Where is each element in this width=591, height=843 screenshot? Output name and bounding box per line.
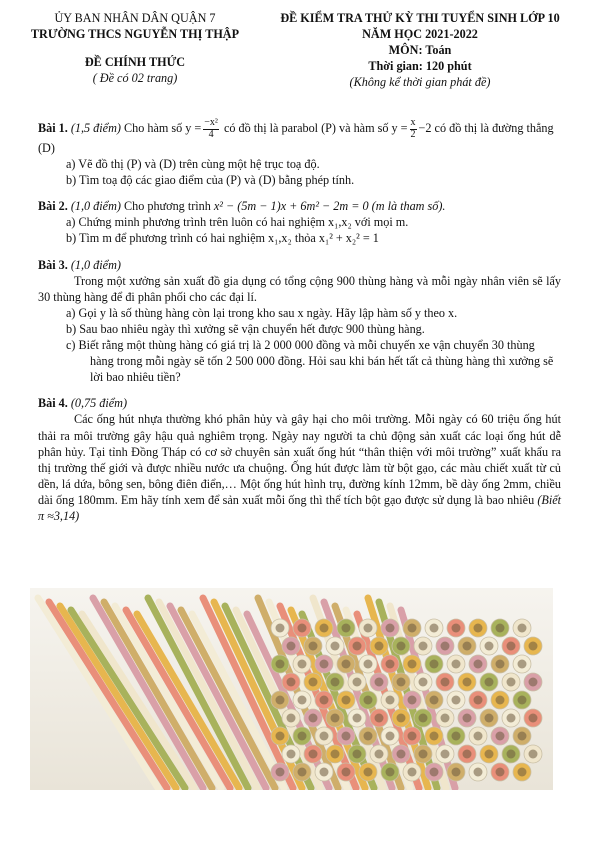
straw-hole [463, 642, 472, 651]
q1-points: (1,5 điểm) [70, 120, 121, 135]
q1-text-a: Cho hàm số [123, 120, 183, 135]
straw-hole [507, 642, 516, 651]
straw-hole [408, 732, 417, 741]
q4-text: Các ống hút nhựa thường khó phân hủy và gây hại cho môi trường. Mỗi ngày có 60 triệu ống hút thải ra môi trường gây hậu quả nghiêm trọng. Ngày nay người ta chủ động sản xuất các loại ống hút dễ phân hủy. Tại tỉnh Đồng Tháp có cơ sở chuyên sản xuất ống hút “thân thiện với môi trường” xuất khẩu ra thị trường thế giới và được nhiều nước ưa chuộng. Ống hút được làm từ bột gạo, các màu chiết xuất từ củ dền, lá dứa, bông sen, bông điên điển,… Một ống hút hình trụ, đường kính 12mm, bề dày ống 2mm, chiều dài ống 180mm. Em hãy tính xem để sản xuất mỗi ống thì thể tích bột gạo được sử dụng là bao nhiêu (Biết π ≈3,14) [38, 412, 562, 523]
q1-fraction-1: $\frac{\text{−x²}}{4}$ [204, 117, 218, 140]
straw-hole [375, 678, 384, 687]
straw-hole [474, 768, 483, 777]
straw-hole [474, 624, 483, 633]
straw-hole [463, 750, 472, 759]
exam-content [38, 118, 561, 524]
straws-illustration [30, 588, 553, 790]
straw-hole [298, 696, 307, 705]
straw-hole [309, 750, 318, 759]
straw-hole [419, 714, 428, 723]
straw-hole [529, 714, 538, 723]
straw-hole [430, 660, 439, 669]
straw-hole [386, 660, 395, 669]
straw-hole [474, 732, 483, 741]
q4-points: (0,75 điểm) [70, 396, 128, 411]
straw-hole [342, 696, 351, 705]
straw-hole [353, 678, 362, 687]
straw-hole [408, 696, 417, 705]
straw-hole [298, 732, 307, 741]
straw-hole [452, 768, 461, 777]
straw-hole [276, 624, 285, 633]
straw-hole [430, 624, 439, 633]
q1-part-a: a) Vẽ đồ thị (P) và (D) trên cùng một hệ trục toạ độ. [66, 157, 320, 172]
q2-points: (1,0 điểm) [70, 199, 121, 214]
straw-hole [518, 660, 527, 669]
straw-hole [331, 642, 340, 651]
straw-hole [364, 768, 373, 777]
straw-hole [496, 624, 505, 633]
straw-hole [298, 624, 307, 633]
straw-hole [507, 678, 516, 687]
straw-hole [342, 624, 351, 633]
q2-label: Bài 2. [38, 199, 68, 214]
straw-hole [485, 642, 494, 651]
straw-hole [276, 768, 285, 777]
straw-hole [441, 678, 450, 687]
q3-part-a: a) Gọi y là số thùng hàng còn lại trong kho sau x ngày. Hãy lập hàm số y theo x. [66, 305, 458, 320]
straw-hole [386, 732, 395, 741]
straw-hole [518, 768, 527, 777]
straw-hole [320, 624, 329, 633]
q4-label: Bài 4. [38, 396, 68, 411]
straw-hole [375, 642, 384, 651]
straw-hole [452, 732, 461, 741]
q1-label: Bài 1. [38, 120, 68, 135]
straw-hole [452, 660, 461, 669]
straw-hole [397, 714, 406, 723]
straw-hole [485, 678, 494, 687]
q4-hint: (Biết π ≈3,14) [38, 492, 562, 523]
q2-note: (m là tham số). [371, 199, 446, 214]
straw-hole [397, 750, 406, 759]
straw-hole [375, 750, 384, 759]
straw-hole [518, 696, 527, 705]
straw-hole [463, 714, 472, 723]
straw-hole [408, 660, 417, 669]
straw-hole [529, 750, 538, 759]
school-year: NĂM HỌC 2021-2022 [362, 27, 478, 42]
straw-hole [496, 732, 505, 741]
straw-hole [397, 678, 406, 687]
q2-part-b: b) Tìm m để phương trình có hai nghiệm x₁,x₂ thỏa x₁² + x₂² = 1 [66, 231, 379, 246]
straw-hole [452, 696, 461, 705]
straw-hole [375, 714, 384, 723]
straw-hole [496, 768, 505, 777]
straw-hole [441, 750, 450, 759]
straw-hole [496, 696, 505, 705]
straw-hole [419, 642, 428, 651]
straw-hole [276, 696, 285, 705]
q2-equation: x² − (5m − 1)x + 6m² − 2m = 0 [213, 199, 369, 214]
straw-hole [485, 750, 494, 759]
page-count: ( Đề có 02 trang) [92, 71, 178, 86]
straw-hole [419, 678, 428, 687]
straw-hole [320, 660, 329, 669]
header-left [20, 10, 250, 86]
straw-hole [353, 714, 362, 723]
straw-hole [298, 660, 307, 669]
straw-hole [386, 624, 395, 633]
straw-hole [331, 714, 340, 723]
straw-hole [397, 642, 406, 651]
straw-hole [320, 696, 329, 705]
straw-hole [276, 732, 285, 741]
straw-hole [364, 696, 373, 705]
straw-hole [485, 714, 494, 723]
question-2 [38, 198, 561, 246]
exam-title: ĐỀ KIỂM TRA THỬ KỲ THI TUYỂN SINH LỚP 10 [280, 11, 560, 25]
straw-hole [331, 678, 340, 687]
straw-hole [320, 732, 329, 741]
straw-hole [309, 678, 318, 687]
q1-f2-rest: −2 [418, 120, 432, 135]
straw-hole [474, 696, 483, 705]
straws-photo [30, 588, 553, 790]
straw-hole [331, 750, 340, 759]
question-1 [38, 118, 561, 188]
straw-hole [386, 696, 395, 705]
q3-points: (1,0 điểm) [70, 257, 121, 272]
school-name: TRƯỜNG THCS NGUYỄN THỊ THẬP [30, 27, 240, 42]
q2-text: Cho phương trình [123, 199, 211, 214]
question-4 [38, 395, 561, 524]
q3-intro: Trong một xưởng sản xuất đồ gia dụng có tổng cộng 900 thùng hàng và mỗi ngày nhân viên sẽ lấy 30 thùng hàng để đi phân phối cho các đại lí. [38, 273, 561, 304]
straw-hole [518, 624, 527, 633]
straw-hole [287, 642, 296, 651]
straw-hole [276, 660, 285, 669]
straw-hole [507, 714, 516, 723]
straw-hole [287, 750, 296, 759]
q1-fraction-2: $\frac{x}{2}$ [410, 117, 416, 140]
straw-hole [342, 732, 351, 741]
question-3 [38, 257, 561, 386]
district-name: ỦY BAN NHÂN DÂN QUẬN 7 [54, 11, 216, 25]
straw-hole [430, 732, 439, 741]
straw-hole [518, 732, 527, 741]
q1-text-b: có đồ thị là parabol (P) và hàm số [223, 120, 389, 135]
straw-hole [320, 768, 329, 777]
straw-hole [408, 624, 417, 633]
straw-hole [463, 678, 472, 687]
straw-hole [507, 750, 516, 759]
duration-note: (Không kể thời gian phát đề) [349, 75, 491, 90]
straw-hole [408, 768, 417, 777]
straw-hole [529, 642, 538, 651]
q1-f1-lhs: y = [185, 120, 202, 135]
straw-hole [496, 660, 505, 669]
straw-hole [342, 768, 351, 777]
straw-hole [364, 624, 373, 633]
straw-hole [441, 714, 450, 723]
q1-f2-lhs: y = [391, 120, 408, 135]
q2-part-a: a) Chứng minh phương trình trên luôn có hai nghiệm x₁,x₂ với mọi m. [66, 215, 409, 230]
straw-hole [309, 714, 318, 723]
q3-part-c: c) Biết rằng một thùng hàng có giá trị là 2 000 000 đồng và mỗi chuyến xe vận chuyển 30 thùng hàng trong mỗi ngày sẽ tốn 2 500 000 đồng. Hỏi sau khi bán hết tất cả thùng hàng thì xưởng sẽ lời bao nhiêu tiền? [66, 338, 554, 385]
straw-hole [342, 660, 351, 669]
q1-part-b: b) Tìm toạ độ các giao điểm của (P) và (D) bằng phép tính. [66, 173, 355, 188]
straw-hole [364, 732, 373, 741]
straw-hole [353, 750, 362, 759]
straw-hole [474, 660, 483, 669]
straw-hole [452, 624, 461, 633]
subject: MÔN: Toán [388, 43, 452, 58]
straw-hole [386, 768, 395, 777]
straw-hole [287, 678, 296, 687]
straw-hole [441, 642, 450, 651]
header-right [255, 10, 585, 90]
straw-hole [353, 642, 362, 651]
straw-hole [419, 750, 428, 759]
straw-hole [287, 714, 296, 723]
straw-hole [529, 678, 538, 687]
official-label: ĐỀ CHÍNH THỨC [84, 55, 186, 70]
duration: Thời gian: 120 phút [368, 59, 472, 74]
q3-label: Bài 3. [38, 257, 68, 272]
straw-hole [430, 768, 439, 777]
q1-text-c: có đồ thị là đường thẳng (D) [38, 120, 554, 155]
straw-hole [364, 660, 373, 669]
straw-hole [309, 642, 318, 651]
straw-hole [430, 696, 439, 705]
q3-part-b: b) Sau bao nhiêu ngày thì xưởng sẽ vận chuyển hết được 900 thùng hàng. [66, 321, 425, 336]
straw-hole [298, 768, 307, 777]
